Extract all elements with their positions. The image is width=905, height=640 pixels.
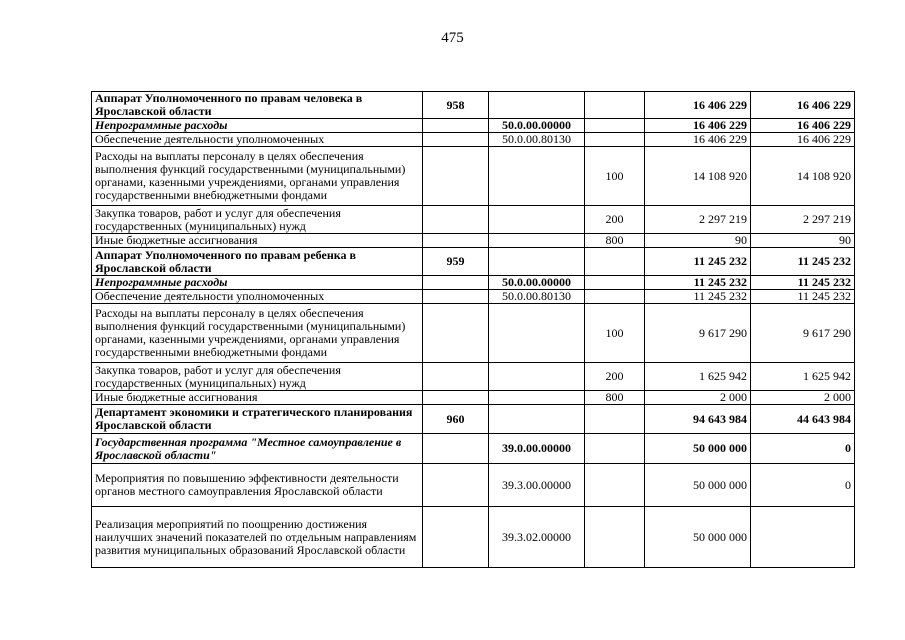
table-row: [92, 119, 855, 133]
row-name-cell: Расходы на выплаты персоналу в целях обеспечения выполнения функций государственными (муниципальными) органами, казенными учреждениями, органами управления государственными внебюджетными фондами: [92, 304, 423, 363]
row-amount-2-cell: 11 245 232: [751, 290, 855, 304]
row-amount-2-cell: 11 245 232: [751, 248, 855, 276]
row-name-cell: Закупка товаров, работ и услуг для обеспечения государственных (муниципальных) нужд: [92, 206, 423, 234]
row-target-article-cell: 39.3.02.00000: [489, 507, 585, 568]
row-department-code-cell: 959: [423, 248, 489, 276]
row-department-code-cell: 960: [423, 405, 489, 434]
row-amount-2-cell: 2 000: [751, 391, 855, 405]
table-body: [92, 92, 855, 568]
table-row: [92, 290, 855, 304]
row-amount-1-cell: 16 406 229: [645, 133, 751, 147]
table-row: [92, 248, 855, 276]
table-row: [92, 206, 855, 234]
row-expense-type-cell: [585, 276, 645, 290]
row-target-article-cell: [489, 304, 585, 363]
row-name-cell: Иные бюджетные ассигнования: [92, 391, 423, 405]
row-department-code-cell: [423, 119, 489, 133]
row-department-code-cell: [423, 304, 489, 363]
row-amount-1-cell: 2 000: [645, 391, 751, 405]
row-amount-1-cell: 14 108 920: [645, 147, 751, 206]
row-department-code-cell: [423, 464, 489, 507]
row-name-cell: Мероприятия по повышению эффективности деятельности органов местного самоуправления Ярославской области: [92, 464, 423, 507]
row-expense-type-cell: [585, 464, 645, 507]
table-row: [92, 147, 855, 206]
row-amount-2-cell: 9 617 290: [751, 304, 855, 363]
row-name-cell: Департамент экономики и стратегического планирования Ярославской области: [92, 405, 423, 434]
row-department-code-cell: [423, 507, 489, 568]
row-target-article-cell: [489, 147, 585, 206]
row-target-article-cell: 39.0.00.00000: [489, 434, 585, 464]
row-amount-1-cell: 1 625 942: [645, 363, 751, 391]
row-amount-1-cell: 11 245 232: [645, 248, 751, 276]
row-amount-2-cell: 16 406 229: [751, 133, 855, 147]
row-target-article-cell: 39.3.00.00000: [489, 464, 585, 507]
table-row: [92, 304, 855, 363]
row-target-article-cell: 50.0.00.00000: [489, 119, 585, 133]
table-row: [92, 391, 855, 405]
row-department-code-cell: [423, 206, 489, 234]
row-amount-1-cell: 16 406 229: [645, 119, 751, 133]
row-amount-1-cell: 9 617 290: [645, 304, 751, 363]
row-name-cell: Государственная программа "Местное самоуправление в Ярославской области": [92, 434, 423, 464]
row-target-article-cell: [489, 363, 585, 391]
row-target-article-cell: 50.0.00.00000: [489, 276, 585, 290]
row-expense-type-cell: [585, 92, 645, 119]
row-name-cell: Закупка товаров, работ и услуг для обеспечения государственных (муниципальных) нужд: [92, 363, 423, 391]
row-target-article-cell: 50.0.00.80130: [489, 133, 585, 147]
row-amount-2-cell: 11 245 232: [751, 276, 855, 290]
row-expense-type-cell: [585, 405, 645, 434]
row-expense-type-cell: [585, 290, 645, 304]
row-amount-2-cell: 1 625 942: [751, 363, 855, 391]
row-amount-2-cell: [751, 507, 855, 568]
row-name-cell: Обеспечение деятельности уполномоченных: [92, 133, 423, 147]
row-amount-1-cell: 50 000 000: [645, 464, 751, 507]
row-department-code-cell: [423, 434, 489, 464]
row-name-cell: Обеспечение деятельности уполномоченных: [92, 290, 423, 304]
row-target-article-cell: [489, 92, 585, 119]
table-row: [92, 133, 855, 147]
row-name-cell: Расходы на выплаты персоналу в целях обеспечения выполнения функций государственными (муниципальными) органами, казенными учреждениями, органами управления государственными внебюджетными фондами: [92, 147, 423, 206]
row-department-code-cell: 958: [423, 92, 489, 119]
row-name-cell: Аппарат Уполномоченного по правам ребенка в Ярославской области: [92, 248, 423, 276]
table-row: [92, 434, 855, 464]
row-amount-2-cell: 16 406 229: [751, 119, 855, 133]
row-amount-1-cell: 11 245 232: [645, 276, 751, 290]
budget-table: [91, 91, 855, 568]
table-row: [92, 363, 855, 391]
row-name-cell: Иные бюджетные ассигнования: [92, 234, 423, 248]
row-amount-1-cell: 50 000 000: [645, 507, 751, 568]
row-expense-type-cell: [585, 507, 645, 568]
row-department-code-cell: [423, 133, 489, 147]
row-amount-2-cell: 90: [751, 234, 855, 248]
row-expense-type-cell: [585, 119, 645, 133]
row-expense-type-cell: [585, 248, 645, 276]
row-department-code-cell: [423, 147, 489, 206]
table-row: [92, 276, 855, 290]
row-amount-1-cell: 16 406 229: [645, 92, 751, 119]
table-row: [92, 234, 855, 248]
row-department-code-cell: [423, 363, 489, 391]
row-target-article-cell: [489, 391, 585, 405]
row-expense-type-cell: [585, 434, 645, 464]
row-target-article-cell: [489, 234, 585, 248]
row-department-code-cell: [423, 391, 489, 405]
table-row: [92, 92, 855, 119]
row-expense-type-cell: 100: [585, 147, 645, 206]
row-expense-type-cell: 200: [585, 363, 645, 391]
row-amount-1-cell: 50 000 000: [645, 434, 751, 464]
row-expense-type-cell: 800: [585, 234, 645, 248]
row-target-article-cell: [489, 248, 585, 276]
row-expense-type-cell: 200: [585, 206, 645, 234]
row-name-cell: Непрограммные расходы: [92, 276, 423, 290]
row-amount-1-cell: 11 245 232: [645, 290, 751, 304]
row-target-article-cell: [489, 206, 585, 234]
row-department-code-cell: [423, 234, 489, 248]
row-amount-1-cell: 90: [645, 234, 751, 248]
row-name-cell: Аппарат Уполномоченного по правам человека в Ярославской области: [92, 92, 423, 119]
row-department-code-cell: [423, 290, 489, 304]
row-amount-2-cell: 0: [751, 464, 855, 507]
row-amount-1-cell: 2 297 219: [645, 206, 751, 234]
row-expense-type-cell: [585, 133, 645, 147]
row-target-article-cell: 50.0.00.80130: [489, 290, 585, 304]
table-row: [92, 405, 855, 434]
row-amount-2-cell: 14 108 920: [751, 147, 855, 206]
row-expense-type-cell: 800: [585, 391, 645, 405]
row-amount-1-cell: 94 643 984: [645, 405, 751, 434]
row-amount-2-cell: 0: [751, 434, 855, 464]
row-name-cell: Непрограммные расходы: [92, 119, 423, 133]
row-amount-2-cell: 16 406 229: [751, 92, 855, 119]
row-expense-type-cell: 100: [585, 304, 645, 363]
row-department-code-cell: [423, 276, 489, 290]
page-number: 475: [441, 30, 464, 46]
table-row: [92, 507, 855, 568]
row-amount-2-cell: 44 643 984: [751, 405, 855, 434]
row-name-cell: Реализация мероприятий по поощрению достижения наилучших значений показателей по отдельным направлениям развития муниципальных образований Ярославской области: [92, 507, 423, 568]
row-target-article-cell: [489, 405, 585, 434]
table-row: [92, 464, 855, 507]
row-amount-2-cell: 2 297 219: [751, 206, 855, 234]
